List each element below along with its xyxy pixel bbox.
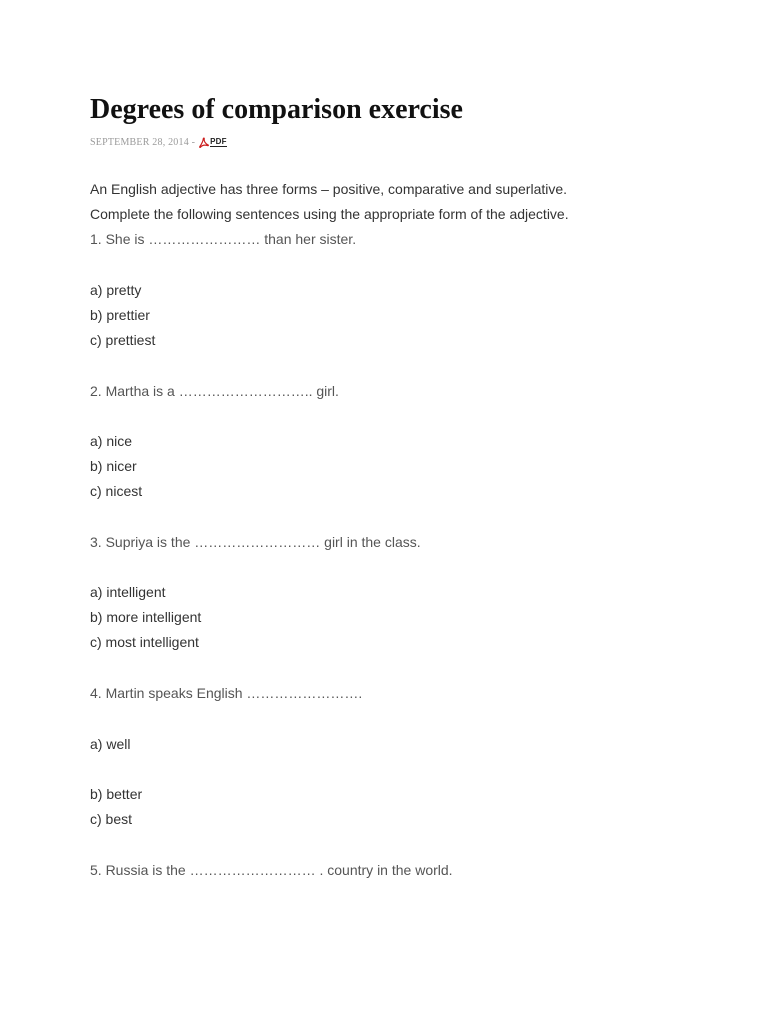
question-4-option-a: a) well bbox=[90, 736, 131, 752]
question-3-option-b: b) more intelligent bbox=[90, 609, 202, 625]
question-4: 4. Martin speaks English ……………………. bbox=[90, 685, 363, 701]
intro-line: Complete the following sentences using the appropriate form of the adjective. bbox=[90, 206, 569, 222]
question-3: 3. Supriya is the ……………………… girl in the class. bbox=[90, 534, 421, 550]
intro-line: An English adjective has three forms – positive, comparative and superlative. bbox=[90, 181, 568, 197]
question-1-option-a: a) pretty bbox=[90, 282, 142, 298]
question-2-option-c: c) nicest bbox=[90, 483, 143, 499]
question-2-option-b: b) nicer bbox=[90, 458, 137, 474]
post-date: SEPTEMBER 28, 2014 - bbox=[90, 136, 196, 148]
question-3-option-c: c) most intelligent bbox=[90, 634, 199, 650]
question-1-option-c: c) prettiest bbox=[90, 332, 156, 348]
pdf-label: PDF bbox=[210, 137, 227, 146]
question-4-option-c: c) best bbox=[90, 811, 133, 827]
question-3-option-a: a) intelligent bbox=[90, 584, 166, 600]
question-1-option-b: b) prettier bbox=[90, 307, 150, 323]
adobe-pdf-icon bbox=[198, 137, 209, 148]
question-1: 1. She is …………………… than her sister. bbox=[90, 231, 357, 247]
question-5: 5. Russia is the ……………………… . country in the world. bbox=[90, 862, 453, 878]
pdf-download-link[interactable] bbox=[198, 137, 227, 148]
post-meta bbox=[90, 135, 227, 149]
question-4-option-b: b) better bbox=[90, 786, 143, 802]
question-2: 2. Martha is a ……………………….. girl. bbox=[90, 383, 339, 399]
question-2-option-a: a) nice bbox=[90, 433, 133, 449]
page-title: Degrees of comparison exercise bbox=[90, 94, 463, 125]
